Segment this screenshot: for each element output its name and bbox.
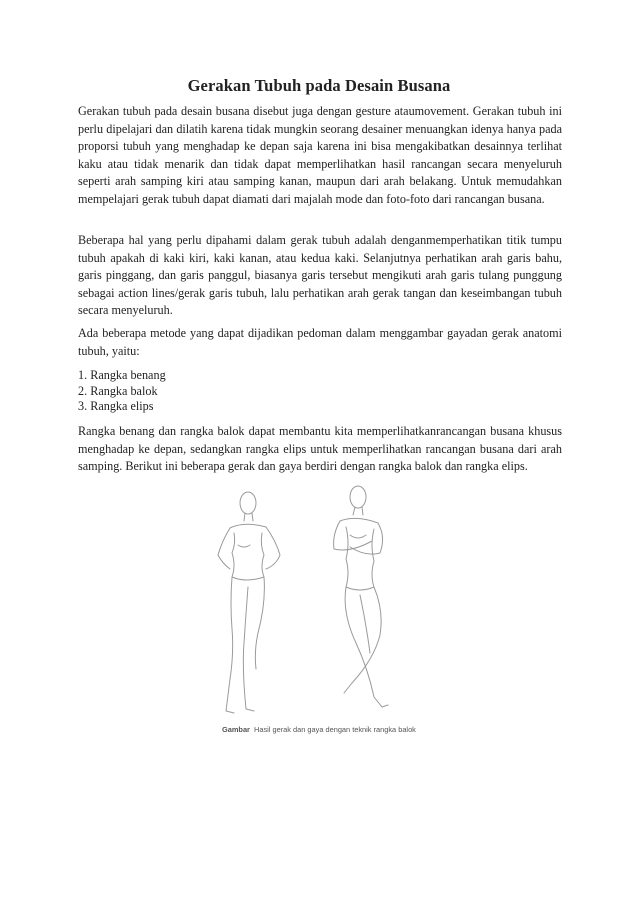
- list-item: 2. Rangka balok: [78, 383, 158, 398]
- figure-right: [334, 486, 388, 707]
- page-title: Gerakan Tubuh pada Desain Busana: [187, 76, 451, 95]
- figure-caption: [222, 725, 416, 734]
- paragraph-intro: Gerakan tubuh pada desain busana disebut juga dengan gesture ataumovement. Gerakan tubuh ini perlu dipelajari dan dilatih karena tidak mungkin seorang desainer menuangkan idenya hanya pada proporsi tubuh yang menghadap ke depan saja karena ini bisa mengakibatkan desainnya terlihat kaku atau tidak menarik dan tidak dapat memperlihatkan hasil rancangan secara menyeluruh seperti arah samping kiri atau samping kanan, maupun dari arah belakang. Untuk memudahkan mempelajari gerak tubuh dapat diamati dari majalah mode dan foto-foto dari rancangan busana.: [78, 104, 562, 206]
- fashion-figure-illustration: [200, 483, 460, 718]
- method-list: [78, 368, 166, 415]
- paragraph-body-points: Beberapa hal yang perlu dipahami dalam gerak tubuh adalah denganmemperhatikan titik tumpu tubuh apakah di kaki kiri, kaki kanan, atau kedua kaki. Selanjutnya perhatikan arah garis bahu, garis pinggang, dan garis panggul, biasanya garis tersebut mengikuti arah garis tulang punggung sebagai action lines/gerak garis tubuh, lalu perhatikan arah gerak tangan dan keseimbangan tubuh secara menyeluruh.: [78, 233, 562, 318]
- paragraph-figure-intro: Rangka benang dan rangka balok dapat membantu kita memperlihatkanrancangan busana khusus menghadap ke depan, sedangkan rangka elips untuk memperlihatkan rancangan busana dari arah samping. Berikut ini beberapa gerak dan gaya berdiri dengan rangka balok dan rangka elips.: [78, 424, 562, 474]
- caption-text: Hasil gerak dan gaya dengan teknik rangka balok: [254, 725, 416, 734]
- list-item: 3. Rangka elips: [78, 399, 154, 413]
- paragraph-methods: Ada beberapa metode yang dapat dijadikan pedoman dalam menggambar gayadan gerak anatomi tubuh, yaitu:: [78, 326, 562, 358]
- figure-left: [218, 492, 280, 713]
- list-item: 1. Rangka benang: [78, 368, 166, 382]
- caption-label: Gambar: [222, 725, 250, 734]
